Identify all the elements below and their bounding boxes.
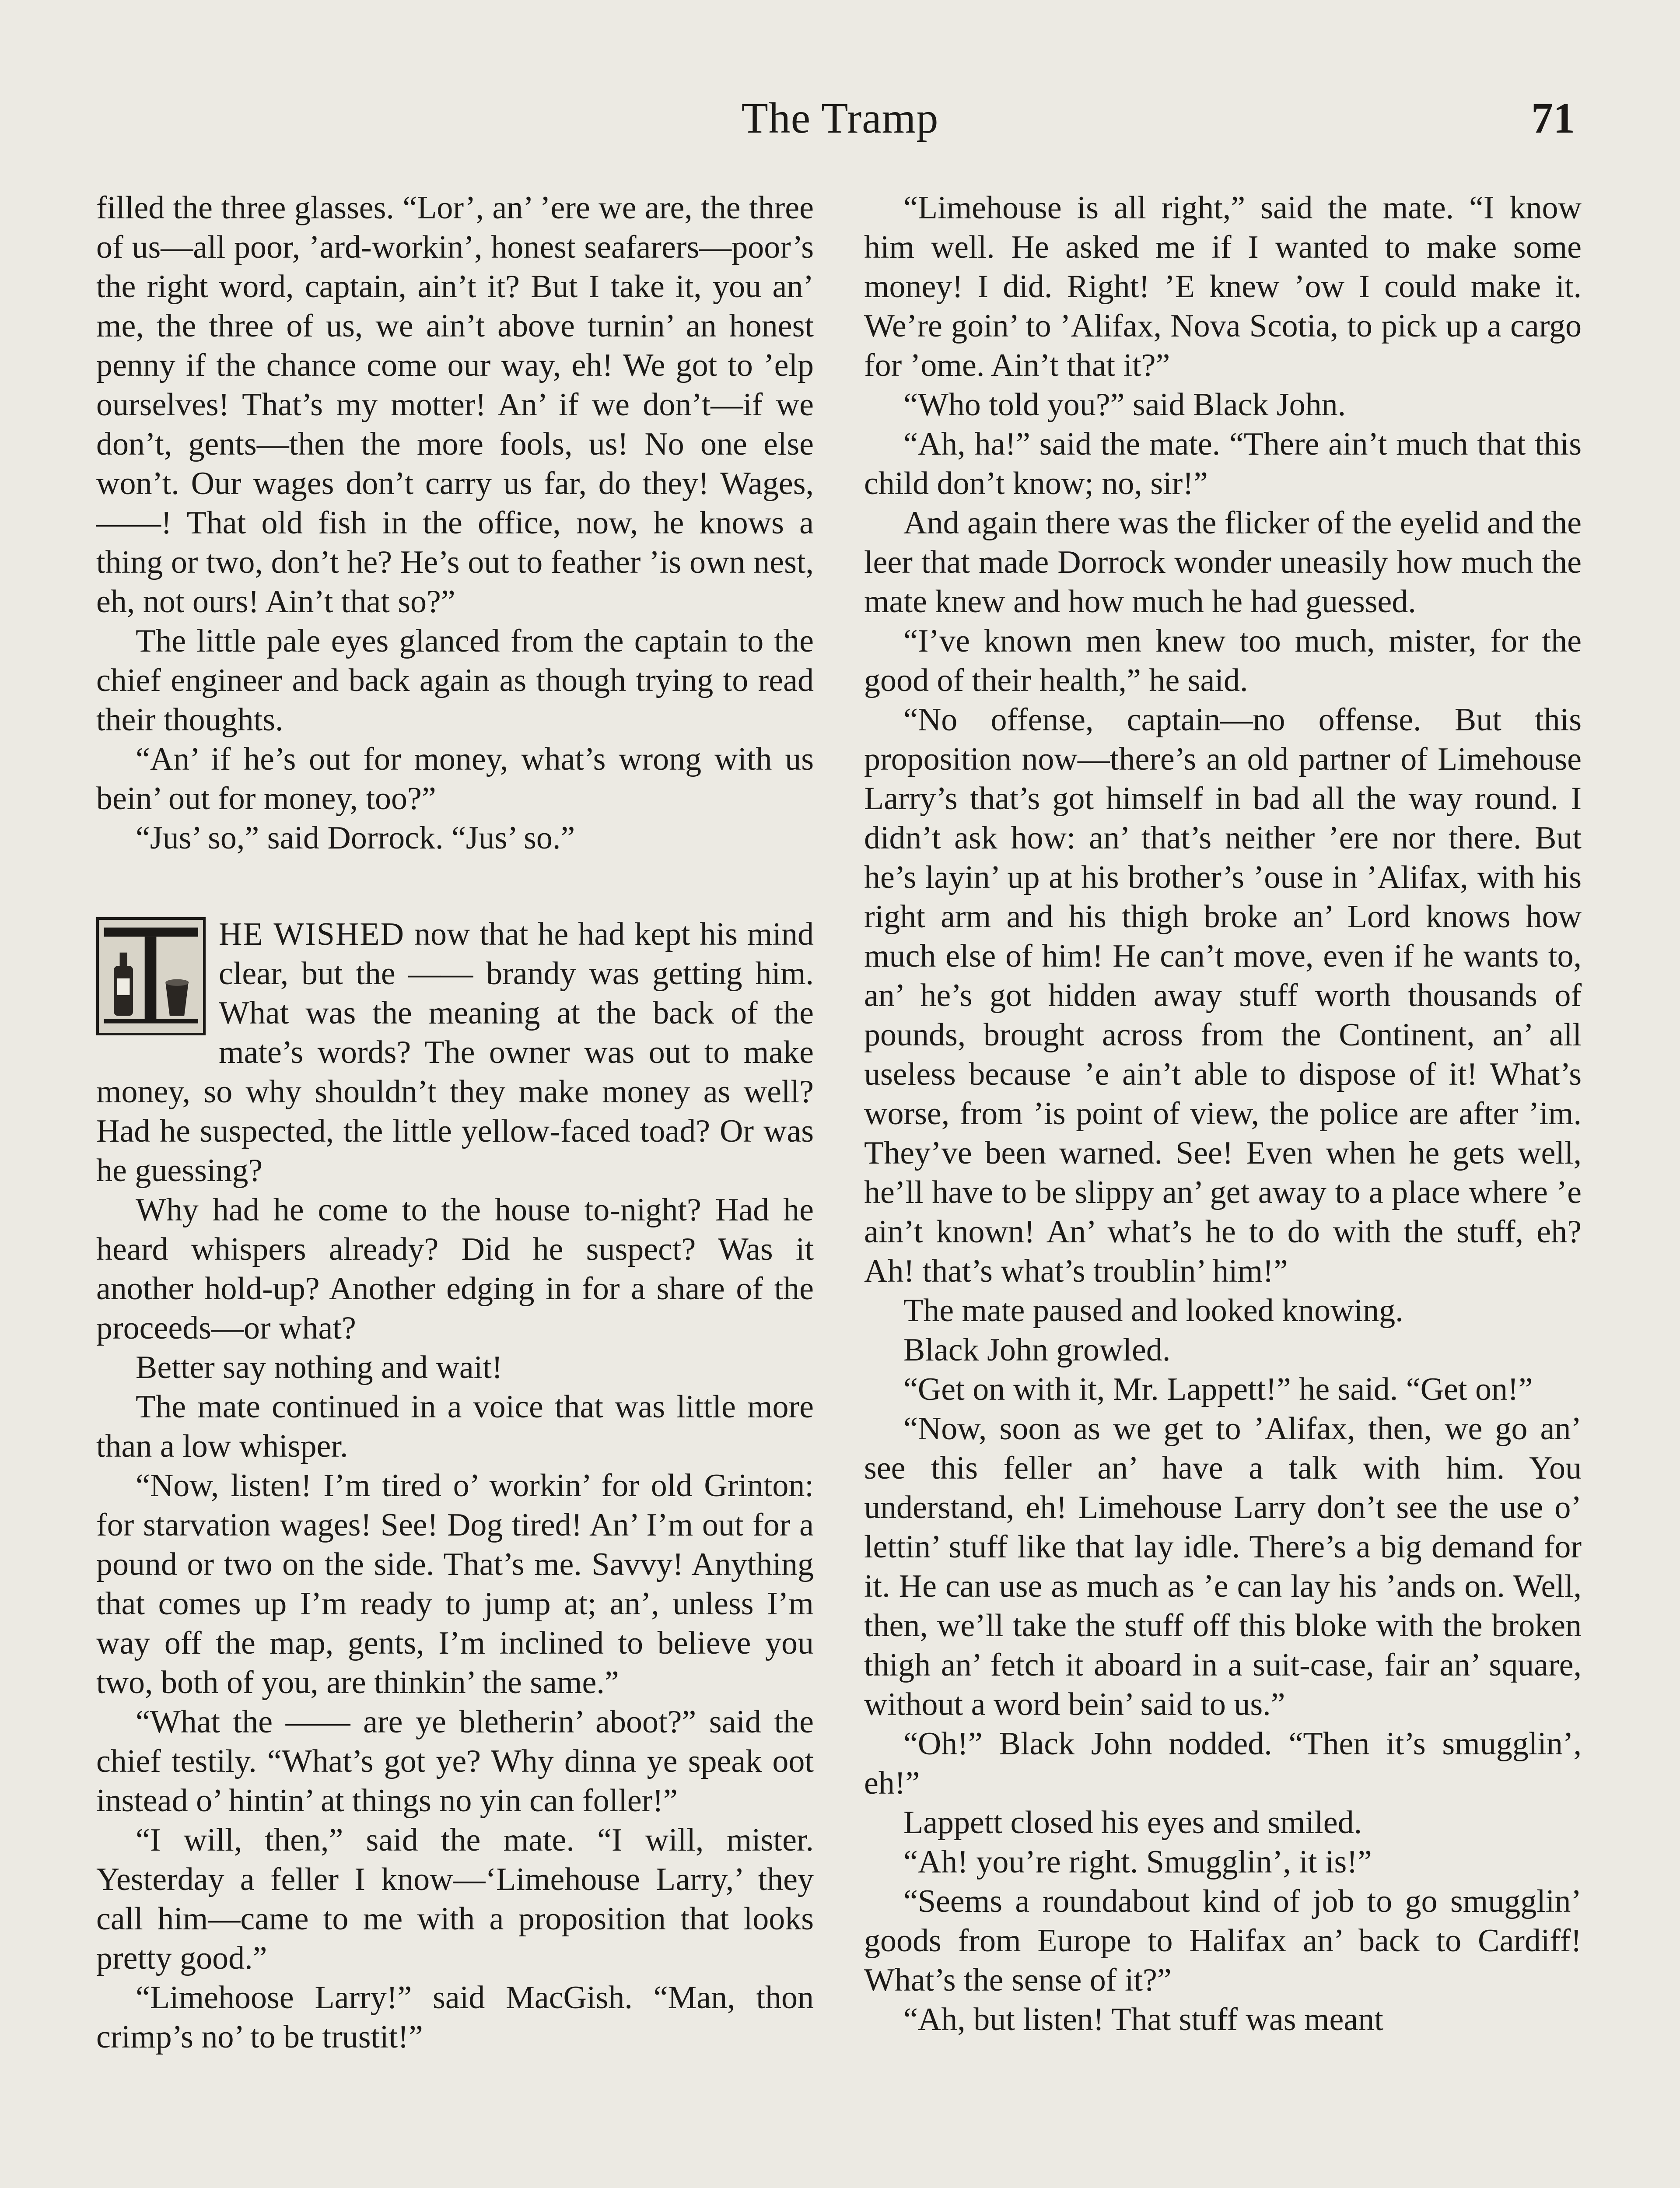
paragraph: Black John growled.	[903, 1332, 1171, 1368]
page-header	[0, 88, 1680, 149]
paragraph: “An’ if he’s out for money, what’s wrong with us bein’ out for money, too?”	[96, 741, 814, 817]
paragraph: “Ah! you’re right. Smugglin’, it is!”	[903, 1844, 1372, 1880]
paragraph: “Who told you?” said Black John.	[903, 387, 1346, 423]
paragraph: filled the three glasses. “Lor’, an’ ’ere we are, the three of us—all poor, ’ard-workin’, honest seafarers—poor’s the right word, captain, ain’t it? But I take it, you an’ me, the three of us, we ain’t above turnin’ an honest penny if the chance come our way, eh! We got to ’elp ourselves! That’s my motter! An’ if we don’t—if we don’t, gents—then the more fools, us! No one else won’t. Our wages don’t carry us far, do they! Wages, ——! That old fish in the office, now, he knows a thing or two, don’t he? He’s out to feather ’is own nest, eh, not ours! Ain’t that so?”	[96, 190, 814, 620]
page-number: 71	[1531, 94, 1575, 142]
paragraph: “I’ve known men knew too much, mister, for the good of their health,” he said.	[864, 623, 1582, 698]
paragraph: Better say nothing and wait!	[136, 1350, 503, 1385]
paragraph: “Seems a roundabout kind of job to go smugglin’ goods from Europe to Halifax an’ back to Cardiff! What’s the sense of it?”	[864, 1883, 1582, 1998]
paragraph: Lappett closed his eyes and smiled.	[903, 1805, 1362, 1841]
paragraph: “Limehoose Larry!” said MacGish. “Man, thon crimp’s no’ to be trustit!”	[96, 1980, 814, 2055]
paragraph: The mate continued in a voice that was little more than a low whisper.	[96, 1389, 814, 1464]
paragraph: The mate paused and looked knowing.	[903, 1293, 1404, 1329]
paragraph: “Get on with it, Mr. Lappett!” he said. “Get on!”	[903, 1371, 1533, 1407]
dropcap-paragraph	[96, 915, 814, 1190]
paragraph: “Now, listen! I’m tired o’ workin’ for old Grinton: for starvation wages! See! Dog tired! An’ I’m out for a pound or two on the side. That’s me. Savvy! Anything that comes up I’m ready to jump at; an’, unless I’m way off the map, gents, I’m inclined to believe you two, both of you, are thinkin’ the same.”	[96, 1468, 814, 1701]
dropcap-paragraph-text: now that he had kept his mind clear, but the —— brandy was getting him. What was the meaning at the back of the mate’s words? The owner was out to make money, so why shouldn’t they make money as well? Had he suspected, the little yellow-faced toad? Or was he guessing?	[96, 916, 814, 1189]
paragraph: “Ah, but listen! That stuff was meant	[903, 2002, 1383, 2037]
section-break	[96, 858, 814, 915]
right-column	[864, 188, 1582, 2039]
paragraph: Why had he come to the house to-night? Had he heard whispers already? Did he suspect? Was it another hold-up? Another edging in for a share of the proceeds—or what?	[96, 1192, 814, 1346]
paragraph: And again there was the flicker of the eyelid and the leer that made Dorrock wonder uneasily how much the mate knew and how much he had guessed.	[864, 505, 1582, 620]
paragraph: “Jus’ so,” said Dorrock. “Jus’ so.”	[136, 820, 575, 856]
paragraph: “Limehouse is all right,” said the mate. “I know him well. He asked me if I wanted to make some money! I did. Right! ’E knew ’ow I could make it. We’re goin’ to ’Alifax, Nova Scotia, to pick up a cargo for ’ome. Ain’t that it?”	[864, 190, 1582, 383]
paragraph: “I will, then,” said the mate. “I will, mister. Yesterday a feller I know—‘Limehouse Larry,’ they call him—came to me with a proposition that looks pretty good.”	[96, 1822, 814, 1976]
dropcap-lead-text: HE WISHED	[219, 916, 405, 952]
paragraph: “Oh!” Black John nodded. “Then it’s smugglin’, eh!”	[864, 1726, 1582, 1801]
paragraph: The little pale eyes glanced from the captain to the chief engineer and back again as though trying to read their thoughts.	[96, 623, 814, 738]
illustrated-initial-t-icon	[96, 917, 206, 1035]
paragraph: “No offense, captain—no offense. But this proposition now—there’s an old partner of Limehouse Larry’s that’s got himself in bad all the way round. I didn’t ask how: an’ that’s neither ’ere nor there. But he’s layin’ up at his brother’s ’ouse in ’Alifax, with his right arm and his thigh broke an’ Lord knows how much else of him! He can’t move, even if he wants to, an’ he’s got hidden away stuff worth thousands of pounds, brought across from the Continent, an’ all useless because ’e ain’t able to dispose of it! What’s worse, from ’is point of view, the police are after ’im. They’ve been warned. See! Even when he gets well, he’ll have to be slippy an’ get away to a place where ’e ain’t known! An’ what’s he to do with the stuff, eh? Ah! that’s what’s troublin’ him!”	[864, 702, 1582, 1289]
left-column	[96, 188, 814, 2057]
running-title: The Tramp	[741, 94, 939, 142]
paragraph: “Now, soon as we get to ’Alifax, then, we go an’ see this feller an’ have a talk with him. You understand, eh! Limehouse Larry don’t see the use o’ lettin’ stuff like that lay idle. There’s a big demand for it. He can use as much as ’e can lay his ’ands on. Well, then, we’ll take the stuff off this bloke with the broken thigh an’ fetch it aboard in a suit-case, fair an’ square, without a word bein’ said to us.”	[864, 1411, 1582, 1722]
paragraph: “Ah, ha!” said the mate. “There ain’t much that this child don’t know; no, sir!”	[864, 426, 1582, 501]
paragraph: “What the —— are ye bletherin’ aboot?” said the chief testily. “What’s got ye? Why dinna ye speak oot instead o’ hintin’ at things no yin can foller!”	[96, 1704, 814, 1819]
